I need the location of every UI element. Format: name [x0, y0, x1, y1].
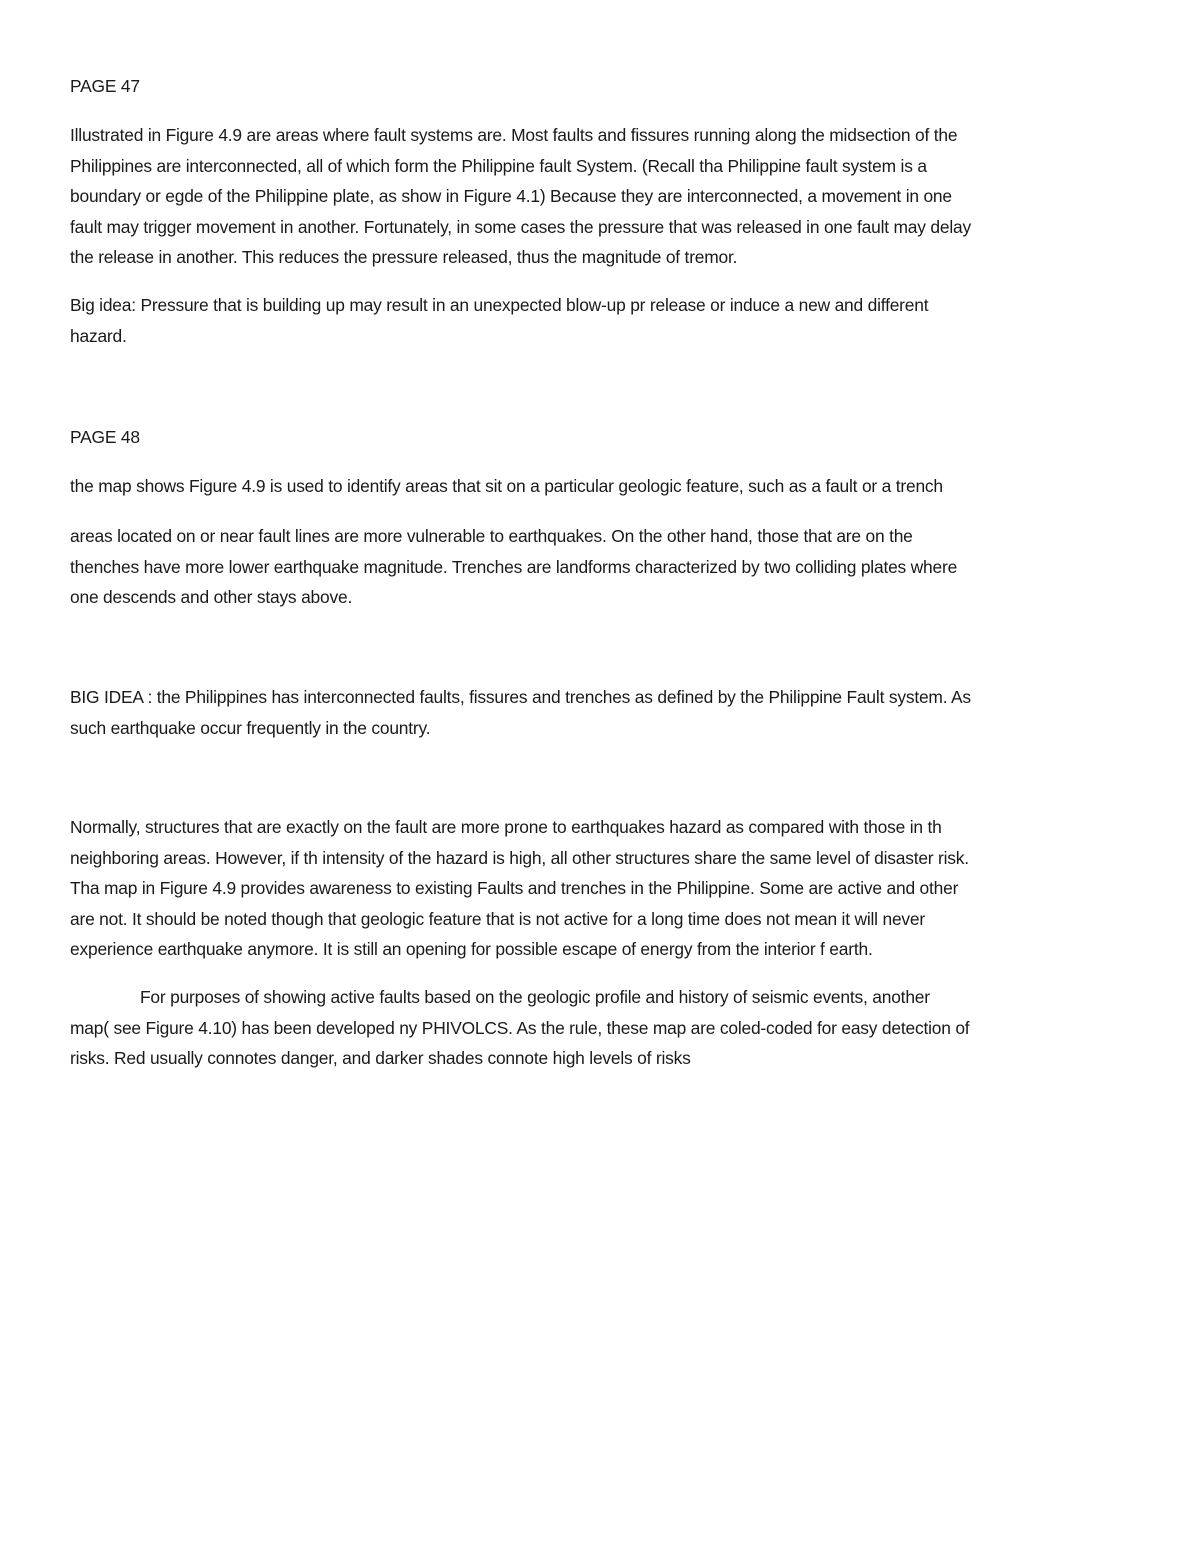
page-47-heading — [70, 71, 1132, 102]
paragraph-line: Tha map in Figure 4.9 provides awareness to existing Faults and trenches in the Philippine. Some are active and other — [70, 878, 959, 898]
page-47-big-idea — [70, 290, 1132, 351]
paragraph-line: experience earthquake anymore. It is still an opening for possible escape of energy from the interior f earth. — [70, 939, 873, 959]
paragraph-line: are not. It should be noted though that geologic feature that is not active for a long time does not mean it will never — [70, 908, 925, 929]
paragraph-line: BIG IDEA : the Philippines has interconnected faults, fissures and trenches as defined by the Philippine Fault system. As — [70, 687, 971, 707]
paragraph-line: For purposes of showing active faults based on the geologic profile and history of seismic events, another — [140, 987, 930, 1007]
page-48-paragraph-1 — [70, 471, 1132, 502]
paragraph-line: such earthquake occur frequently in the country. — [70, 717, 431, 738]
page-48-paragraph-4 — [70, 982, 1132, 1074]
paragraph-line: neighboring areas. However, if th intensity of the hazard is high, all other structures share the same level of disaster risk. — [70, 847, 969, 868]
paragraph-line: Illustrated in Figure 4.9 are areas where fault systems are. Most faults and fissures running along the midsection of the — [70, 125, 958, 145]
paragraph-line: Philippines are interconnected, all of which form the Philippine fault System. (Recall tha Philippine fault system is a — [70, 155, 927, 176]
paragraph-line: map( see Figure 4.10) has been developed ny PHIVOLCS. As the rule, these map are coled-coded for easy detection of — [70, 1017, 970, 1038]
paragraph-line: one descends and other stays above. — [70, 587, 353, 607]
paragraph-line: boundary or egde of the Philippine plate, as show in Figure 4.1) Because they are interconnected, a movement in one — [70, 186, 952, 206]
page-47-paragraph-1 — [70, 120, 1132, 273]
heading-text: PAGE 47 — [70, 76, 140, 96]
paragraph-line: fault may trigger movement in another. Fortunately, in some cases the pressure that was released in one fault may delay — [70, 216, 971, 237]
page-48-paragraph-2 — [70, 521, 1132, 613]
page-48-big-idea — [70, 682, 1132, 743]
page-48-paragraph-3 — [70, 812, 1132, 965]
paragraph-line: areas located on or near fault lines are more vulnerable to earthquakes. On the other hand, those that are on the — [70, 526, 913, 546]
page-48-heading — [70, 422, 1132, 453]
paragraph-line: Big idea: Pressure that is building up may result in an unexpected blow-up pr release or induce a new and different — [70, 295, 929, 315]
paragraph-line: risks. Red usually connotes danger, and darker shades connote high levels of risks — [70, 1048, 691, 1068]
paragraph-line: hazard. — [70, 325, 127, 346]
paragraph-line: thenches have more lower earthquake magnitude. Trenches are landforms characterized by two colliding plates where — [70, 556, 958, 577]
paragraph-line: the map shows Figure 4.9 is used to identify areas that sit on a particular geologic feature, such as a fault or a trench — [70, 476, 943, 496]
heading-text: PAGE 48 — [70, 427, 140, 447]
paragraph-line: Normally, structures that are exactly on the fault are more prone to earthquakes hazard as compared with those in th — [70, 817, 942, 837]
paragraph-line: the release in another. This reduces the pressure released, thus the magnitude of tremor. — [70, 247, 738, 267]
